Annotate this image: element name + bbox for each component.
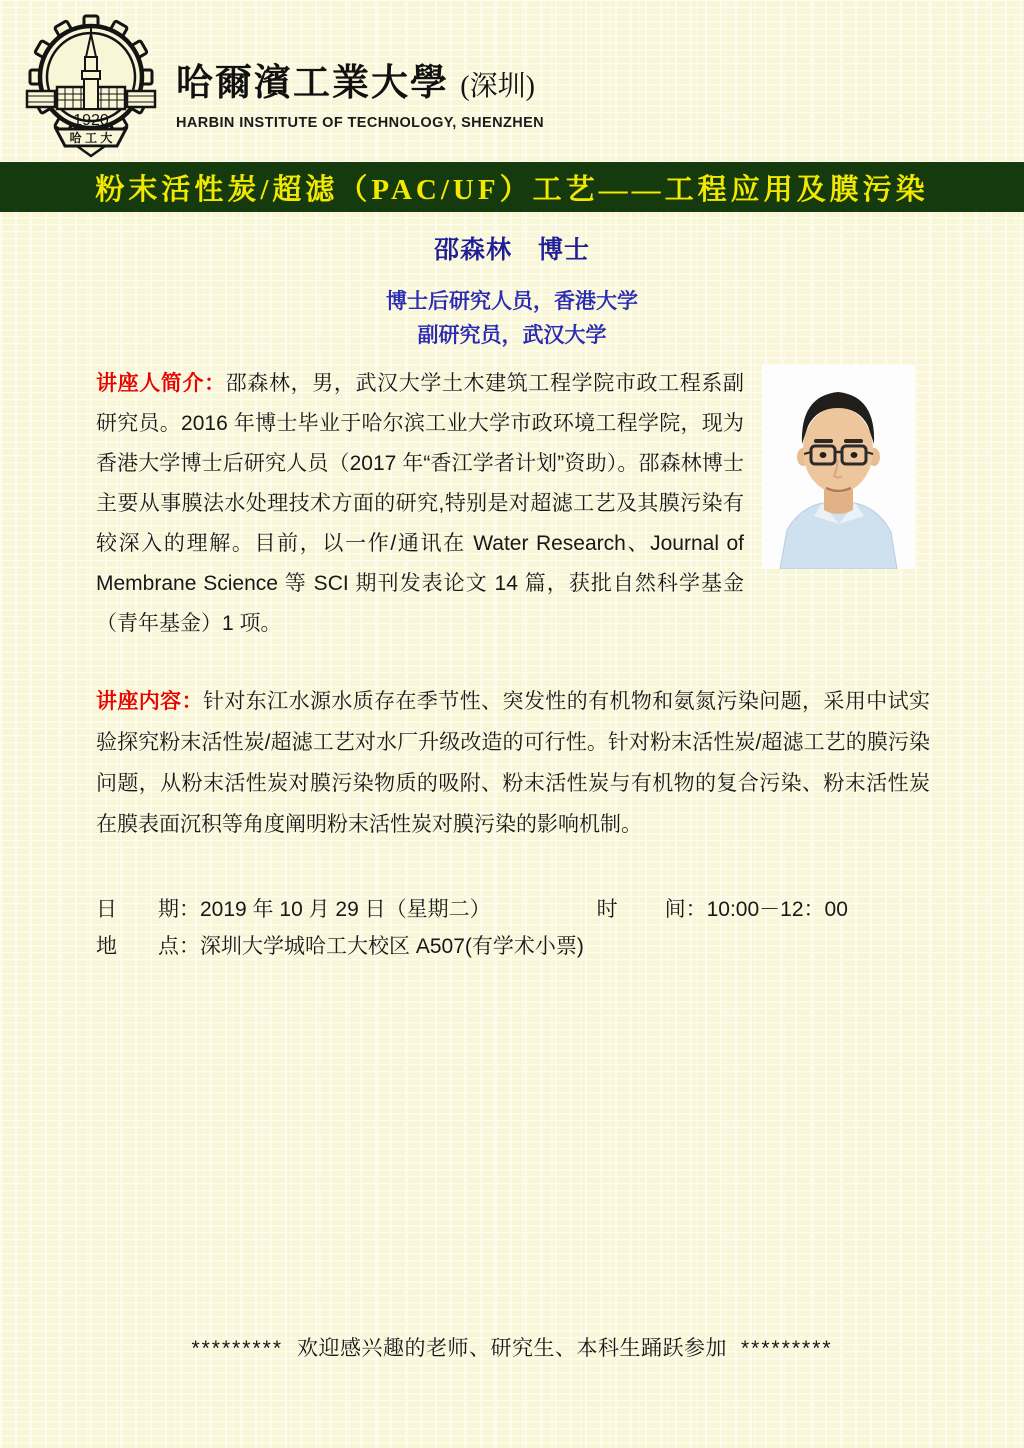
date-value: 2019 年 10 月 29 日（星期二） <box>200 898 491 921</box>
welcome-message: 欢迎感兴趣的老师、研究生、本科生踊跃参加 <box>297 1337 727 1360</box>
venue-value: 深圳大学城哈工大校区 A507(有学术小票) <box>200 935 584 958</box>
speaker-photo <box>762 364 915 569</box>
lecture-title-banner <box>0 162 1024 212</box>
time-char: 时 <box>596 898 618 921</box>
hit-logo <box>20 12 162 158</box>
schedule-date-line <box>96 891 930 928</box>
schedule-venue-line <box>96 928 930 965</box>
hit-gear-building-icon <box>20 12 162 158</box>
content-text: 针对东江水源水质存在季节性、突发性的有机物和氨氮污染问题，采用中试实验探究粉末活性炭/超滤工艺对水厂升级改造的可行性。针对粉末活性炭/超滤工艺的膜污染问题，从粉末活性炭对膜污染物质的吸附、粉末活性炭与有机物的复合污染、粉末活性炭在膜表面沉积等角度阐明粉末活性炭对膜污染的影响机制。 <box>96 690 931 836</box>
lecture-title: 粉末活性炭/超滤（PAC/UF）工艺——工程应用及膜污染 <box>95 173 929 206</box>
bio-text: 邵森林，男，武汉大学土木建筑工程学院市政工程系副研究员。2016 年博士毕业于哈尔滨工业大学市政环境工程学院，现为香港大学博士后研究人员（2017 年“香江学者计划”资助）。邵森林博士主要从事膜法水处理技术方面的研究,特别是对超滤工艺及其膜污染有较深入的理解。目前，以一作/通讯在 Water Research、Journal of Membrane Science 等 SCI 期刊发表论文 14 篇，获批自然科学基金（青年基金）1 项。 <box>96 372 745 635</box>
main-content <box>96 364 930 965</box>
venue-label: 点： <box>158 935 200 958</box>
speaker-affiliation-2: 副研究员，武汉大学 <box>417 324 607 347</box>
schedule-block <box>96 891 930 965</box>
time-label: 间： <box>664 898 707 921</box>
date-label: 期： <box>158 898 200 921</box>
campus-suffix: (深圳) <box>460 71 535 102</box>
portrait-illustration <box>762 364 915 569</box>
stars-right: ********* <box>741 1337 833 1360</box>
time-value: 10:00－12：00 <box>706 898 848 921</box>
speaker-block <box>0 230 1024 353</box>
speaker-name: 邵森林 博士 <box>433 236 590 264</box>
content-label: 讲座内容： <box>96 690 203 713</box>
content-paragraph <box>96 681 930 845</box>
logo-banner-text: 哈 工 大 <box>69 131 113 145</box>
university-header <box>176 52 544 131</box>
stars-left: ********* <box>191 1337 283 1360</box>
logo-year-text: 1920 <box>73 112 109 129</box>
university-name-cn: 哈爾濱工業大學 <box>176 63 449 104</box>
university-name-en: HARBIN INSTITUTE OF TECHNOLOGY, SHENZHEN <box>176 115 545 131</box>
footer-welcome <box>0 1332 1024 1362</box>
speaker-affiliation-1: 博士后研究人员，香港大学 <box>386 290 638 313</box>
bio-label: 讲座人简介： <box>96 372 226 395</box>
date-char: 日 <box>96 898 117 921</box>
venue-char: 地 <box>96 935 117 958</box>
